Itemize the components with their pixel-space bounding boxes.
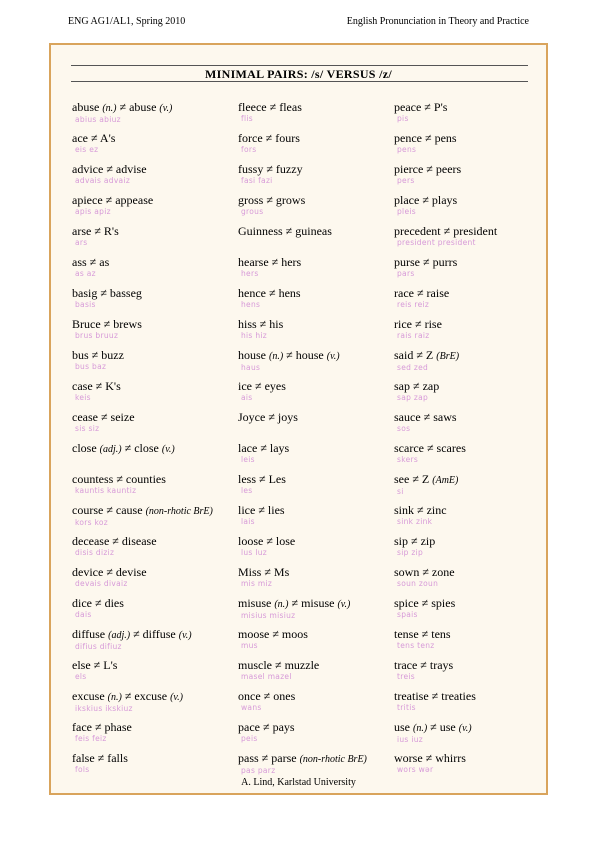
minimal-pair-text: hence ≠ hens (238, 286, 301, 300)
title-rule-bottom (71, 81, 528, 82)
handwritten-transcription: skers (397, 455, 419, 464)
handwritten-transcription: president president (397, 238, 476, 247)
minimal-pair-item (238, 411, 367, 442)
handwritten-transcription: wans (241, 703, 262, 712)
pairs-column-1 (72, 101, 213, 783)
minimal-pair-item (72, 287, 213, 318)
minimal-pair-item (72, 597, 213, 628)
minimal-pair-text: tense ≠ tens (394, 627, 451, 641)
minimal-pair-item (238, 721, 367, 752)
minimal-pair-text: bus ≠ buzz (72, 348, 124, 362)
minimal-pair-item (238, 442, 367, 473)
header-subject: English Pronunciation in Theory and Practice (346, 16, 529, 27)
minimal-pair-text: pace ≠ pays (238, 720, 295, 734)
minimal-pair-text: ace ≠ A's (72, 131, 116, 145)
handwritten-transcription: sos (397, 424, 411, 433)
minimal-pair-text: once ≠ ones (238, 689, 296, 703)
minimal-pair-item (394, 225, 497, 256)
minimal-pair-item (394, 411, 497, 442)
minimal-pair-item (72, 225, 213, 256)
handwritten-transcription: basis (75, 300, 96, 309)
minimal-pair-item (394, 194, 497, 225)
minimal-pair-item (394, 504, 497, 535)
header-course: ENG AG1/AL1, Spring 2010 (68, 16, 186, 27)
handwritten-transcription: apis apiz (75, 207, 111, 216)
minimal-pair-text: peace ≠ P's (394, 100, 448, 114)
minimal-pair-text: decease ≠ disease (72, 534, 157, 548)
minimal-pair-text: Miss ≠ Ms (238, 565, 290, 579)
handwritten-transcription: fasi fazi (241, 176, 273, 185)
minimal-pair-item (72, 504, 213, 535)
minimal-pair-text: force ≠ fours (238, 131, 300, 145)
minimal-pair-text: course ≠ cause (non-rhotic BrE) (72, 503, 213, 517)
handwritten-transcription: lais (241, 517, 255, 526)
minimal-pair-text: sauce ≠ saws (394, 410, 457, 424)
minimal-pair-text: ass ≠ as (72, 255, 110, 269)
minimal-pair-text: arse ≠ R's (72, 224, 119, 238)
minimal-pair-item (238, 566, 367, 597)
minimal-pair-item (394, 690, 497, 721)
minimal-pair-text: hiss ≠ his (238, 317, 284, 331)
minimal-pair-text: rice ≠ rise (394, 317, 442, 331)
minimal-pair-item (394, 287, 497, 318)
handwritten-transcription: sis siz (75, 424, 100, 433)
minimal-pair-text: pierce ≠ peers (394, 162, 462, 176)
minimal-pair-text: pence ≠ pens (394, 131, 457, 145)
handwritten-transcription: rais raiz (397, 331, 430, 340)
minimal-pair-item (394, 101, 497, 132)
minimal-pair-item (394, 473, 497, 504)
handwritten-transcription: leis (241, 455, 255, 464)
minimal-pair-item (238, 535, 367, 566)
handwritten-transcription: eis ez (75, 145, 99, 154)
minimal-pair-item (394, 535, 497, 566)
handwritten-transcription: les (241, 486, 253, 495)
minimal-pair-item (394, 628, 497, 659)
handwritten-transcription: brus bruuz (75, 331, 119, 340)
handwritten-transcription: advais advaiz (75, 176, 131, 185)
minimal-pair-text: dice ≠ dies (72, 596, 124, 610)
minimal-pair-text: basig ≠ basseg (72, 286, 142, 300)
handwritten-transcription: reis reiz (397, 300, 430, 309)
handwritten-transcription: lus luz (241, 548, 268, 557)
handwritten-transcription: ars (75, 238, 88, 247)
minimal-pair-text: lice ≠ lies (238, 503, 285, 517)
handwritten-transcription: dais (75, 610, 92, 619)
handwritten-transcription: grous (241, 207, 264, 216)
handwritten-transcription: soun zoun (397, 579, 439, 588)
minimal-pair-text: treatise ≠ treaties (394, 689, 476, 703)
minimal-pair-text: Guinness ≠ guineas (238, 224, 332, 238)
minimal-pair-item (238, 628, 367, 659)
minimal-pair-text: moose ≠ moos (238, 627, 308, 641)
minimal-pair-item (72, 690, 213, 721)
handwritten-transcription: pens (397, 145, 417, 154)
minimal-pair-item (394, 380, 497, 411)
minimal-pair-text: fleece ≠ fleas (238, 100, 302, 114)
handwritten-transcription: mis miz (241, 579, 273, 588)
minimal-pair-item (238, 349, 367, 380)
handwritten-transcription: tritis (397, 703, 416, 712)
minimal-pair-text: apiece ≠ appease (72, 193, 154, 207)
handwritten-transcription: tens tenz (397, 641, 435, 650)
minimal-pair-item (394, 721, 497, 752)
minimal-pair-item (394, 566, 497, 597)
minimal-pair-text: fussy ≠ fuzzy (238, 162, 303, 176)
handwritten-transcription: misius misiuz (241, 611, 296, 620)
minimal-pair-text: lace ≠ lays (238, 441, 290, 455)
minimal-pair-text: misuse (n.) ≠ misuse (v.) (238, 596, 351, 610)
minimal-pair-text: less ≠ Les (238, 472, 286, 486)
minimal-pair-text: ice ≠ eyes (238, 379, 286, 393)
minimal-pair-item (238, 504, 367, 535)
minimal-pair-text: else ≠ L's (72, 658, 118, 672)
minimal-pair-item (72, 566, 213, 597)
minimal-pair-item (72, 349, 213, 380)
minimal-pair-text: worse ≠ whirrs (394, 751, 466, 765)
minimal-pair-text: advice ≠ advise (72, 162, 147, 176)
minimal-pair-item (72, 163, 213, 194)
handwritten-transcription: pis (397, 114, 409, 123)
minimal-pair-item (238, 318, 367, 349)
minimal-pair-item (394, 132, 497, 163)
minimal-pair-item (394, 318, 497, 349)
minimal-pair-item (72, 659, 213, 690)
minimal-pair-item (72, 721, 213, 752)
minimal-pair-text: abuse (n.) ≠ abuse (v.) (72, 100, 173, 114)
minimal-pair-item (238, 690, 367, 721)
worksheet-frame (49, 43, 548, 795)
minimal-pair-text: sip ≠ zip (394, 534, 436, 548)
minimal-pair-item (72, 380, 213, 411)
minimal-pair-text: race ≠ raise (394, 286, 450, 300)
minimal-pair-item (238, 659, 367, 690)
handwritten-transcription: difius difiuz (75, 642, 122, 651)
minimal-pair-text: pass ≠ parse (non-rhotic BrE) (238, 751, 367, 765)
handwritten-transcription: haus (241, 363, 261, 372)
minimal-pair-text: Bruce ≠ brews (72, 317, 142, 331)
pairs-column-3 (394, 101, 497, 783)
minimal-pair-text: spice ≠ spies (394, 596, 456, 610)
minimal-pair-item (72, 132, 213, 163)
handwritten-transcription: fors (241, 145, 257, 154)
minimal-pair-text: case ≠ K's (72, 379, 121, 393)
handwritten-transcription: wors wər (397, 765, 434, 774)
minimal-pair-text: trace ≠ trays (394, 658, 454, 672)
minimal-pair-item (394, 349, 497, 380)
minimal-pair-text: face ≠ phase (72, 720, 132, 734)
pairs-column-2 (238, 101, 367, 783)
minimal-pair-text: device ≠ devise (72, 565, 147, 579)
handwritten-transcription: spais (397, 610, 418, 619)
minimal-pair-item (238, 597, 367, 628)
handwritten-transcription: disis diziz (75, 548, 115, 557)
handwritten-transcription: mus (241, 641, 258, 650)
minimal-pair-text: purse ≠ purrs (394, 255, 458, 269)
handwritten-transcription: his hiz (241, 331, 268, 340)
minimal-pair-text: scarce ≠ scares (394, 441, 466, 455)
minimal-pair-item (238, 256, 367, 287)
minimal-pair-item (238, 380, 367, 411)
handwritten-transcription: as az (75, 269, 96, 278)
handwritten-transcription: ius iuz (397, 735, 424, 744)
minimal-pair-item (238, 163, 367, 194)
minimal-pair-text: see ≠ Z (AmE) (394, 472, 459, 486)
minimal-pair-text: hearse ≠ hers (238, 255, 302, 269)
minimal-pair-item (238, 194, 367, 225)
minimal-pair-text: said ≠ Z (BrE) (394, 348, 460, 362)
minimal-pair-text: diffuse (adj.) ≠ diffuse (v.) (72, 627, 192, 641)
handwritten-transcription: kors koz (75, 518, 109, 527)
handwritten-transcription: sed zed (397, 363, 429, 372)
minimal-pair-text: false ≠ falls (72, 751, 128, 765)
minimal-pair-item (72, 318, 213, 349)
minimal-pair-item (238, 225, 367, 256)
handwritten-transcription: devais divaiz (75, 579, 128, 588)
title-rule-top (71, 65, 528, 66)
minimal-pair-text: close (adj.) ≠ close (v.) (72, 441, 175, 455)
minimal-pair-text: place ≠ plays (394, 193, 458, 207)
handwritten-transcription: flis (241, 114, 253, 123)
handwritten-transcription: ais (241, 393, 253, 402)
handwritten-transcription: pas parz (241, 766, 276, 775)
minimal-pair-text: precedent ≠ president (394, 224, 498, 238)
handwritten-transcription: pers (397, 176, 415, 185)
handwritten-transcription: sap zap (397, 393, 429, 402)
handwritten-transcription: keis (75, 393, 91, 402)
minimal-pair-item (394, 256, 497, 287)
minimal-pair-item (238, 473, 367, 504)
handwritten-transcription: si (397, 487, 404, 496)
minimal-pair-item (72, 473, 213, 504)
minimal-pair-item (238, 287, 367, 318)
handwritten-transcription: sink zink (397, 517, 433, 526)
handwritten-transcription: bus baz (75, 362, 107, 371)
minimal-pair-text: countess ≠ counties (72, 472, 166, 486)
handwritten-transcription: fols (75, 765, 90, 774)
minimal-pair-item (394, 597, 497, 628)
handwritten-transcription: kauntis kauntiz (75, 486, 137, 495)
handwritten-transcription: peis (241, 734, 258, 743)
minimal-pair-text: house (n.) ≠ house (v.) (238, 348, 340, 362)
minimal-pair-item (238, 132, 367, 163)
minimal-pair-item (72, 256, 213, 287)
handwritten-transcription: els (75, 672, 87, 681)
minimal-pair-item (394, 442, 497, 473)
handwritten-transcription: feis feiz (75, 734, 107, 743)
minimal-pair-text: excuse (n.) ≠ excuse (v.) (72, 689, 183, 703)
minimal-pair-text: sown ≠ zone (394, 565, 455, 579)
minimal-pair-item (72, 194, 213, 225)
handwritten-transcription: treis (397, 672, 415, 681)
handwritten-transcription: pleis (397, 207, 416, 216)
page-title: MINIMAL PAIRS: /s/ VERSUS /z/ (205, 67, 392, 81)
minimal-pair-item (72, 535, 213, 566)
handwritten-transcription: sip zip (397, 548, 424, 557)
footer-author: A. Lind, Karlstad University (241, 777, 356, 788)
handwritten-transcription: hers (241, 269, 259, 278)
minimal-pair-text: sap ≠ zap (394, 379, 440, 393)
minimal-pair-item (72, 628, 213, 659)
minimal-pair-item (72, 101, 213, 132)
minimal-pair-text: muscle ≠ muzzle (238, 658, 320, 672)
minimal-pair-text: Joyce ≠ joys (238, 410, 298, 424)
minimal-pair-text: cease ≠ seize (72, 410, 135, 424)
minimal-pair-item (394, 659, 497, 690)
minimal-pair-text: sink ≠ zinc (394, 503, 447, 517)
handwritten-transcription: hens (241, 300, 261, 309)
minimal-pair-item (238, 101, 367, 132)
handwritten-transcription: masel mazel (241, 672, 292, 681)
handwritten-transcription: abius abiuz (75, 115, 121, 124)
minimal-pair-text: use (n.) ≠ use (v.) (394, 720, 472, 734)
minimal-pair-text: gross ≠ grows (238, 193, 306, 207)
minimal-pair-item (394, 163, 497, 194)
minimal-pair-item (72, 411, 213, 442)
minimal-pair-text: loose ≠ lose (238, 534, 296, 548)
handwritten-transcription: pars (397, 269, 415, 278)
handwritten-transcription: ikskius ikskiuz (75, 704, 133, 713)
minimal-pair-item (72, 442, 213, 473)
